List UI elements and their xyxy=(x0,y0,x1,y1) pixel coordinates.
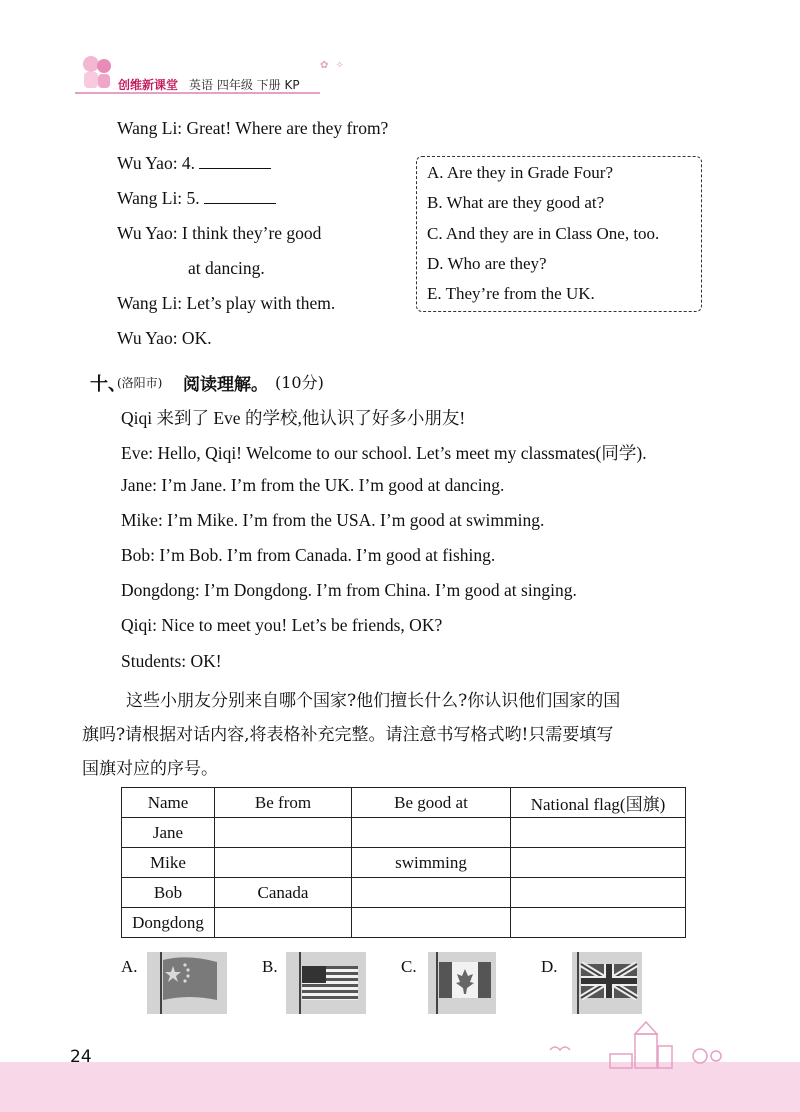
instruction-line-1: 这些小朋友分别来自哪个国家?他们擅长什么?你认识他们国家的国 xyxy=(126,691,621,711)
table-row xyxy=(122,908,686,938)
options-box xyxy=(416,156,702,312)
dialogue-line-6: Wang Li: Let’s play with them. xyxy=(117,293,336,313)
answer-blank-4[interactable] xyxy=(199,154,271,169)
usa-flag-icon xyxy=(286,952,366,1014)
flag-label-a: A. xyxy=(121,957,138,976)
header-info: 英语 四年级 下册 KP xyxy=(189,78,300,92)
table-header: Name xyxy=(122,788,215,818)
option-a: A. Are they in Grade Four? xyxy=(427,163,614,182)
flag-label-b: B. xyxy=(262,957,278,976)
story-line-2: Eve: Hello, Qiqi! Welcome to our school. Let’s meet my classmates(同学). xyxy=(121,443,647,463)
story-line-6: Dongdong: I’m Dongdong. I’m from China. I’m good at singing. xyxy=(121,580,577,600)
page-number: 24 xyxy=(70,1047,92,1067)
table-row xyxy=(122,878,686,908)
table-cell-name: Mike xyxy=(122,848,215,878)
story-line-8: Students: OK! xyxy=(121,651,222,671)
option-d: D. Who are they? xyxy=(427,254,547,273)
table-header: Be good at xyxy=(352,788,511,818)
dialogue-line-5: at dancing. xyxy=(188,258,265,278)
table-cell-value: Canada xyxy=(215,878,352,908)
table-cell-input[interactable] xyxy=(511,908,686,938)
table-cell-input[interactable] xyxy=(215,908,352,938)
header-brand: 创维新课堂 xyxy=(118,78,179,92)
header-sparkle-icon: ✿ ✧ xyxy=(320,60,346,71)
instruction-line-3: 国旗对应的序号。 xyxy=(82,759,218,779)
flag-label-d: D. xyxy=(541,957,558,976)
table-row xyxy=(122,818,686,848)
section-source: (洛阳市) xyxy=(117,376,163,390)
china-flag-icon xyxy=(147,952,227,1014)
answer-table xyxy=(121,787,686,938)
table-cell-input[interactable] xyxy=(352,818,511,848)
table-cell-input[interactable] xyxy=(511,818,686,848)
option-c: C. And they are in Class One, too. xyxy=(427,224,660,243)
table-cell-name: Bob xyxy=(122,878,215,908)
uk-flag-icon xyxy=(572,952,642,1014)
canada-flag-icon xyxy=(428,952,496,1014)
table-header: National flag(国旗) xyxy=(511,788,686,818)
table-row xyxy=(122,848,686,878)
table-header-row xyxy=(122,788,686,818)
story-line-3: Jane: I’m Jane. I’m from the UK. I’m good at dancing. xyxy=(121,475,505,495)
story-line-1: Qiqi 来到了 Eve 的学校,他认识了好多小朋友! xyxy=(121,408,466,428)
castle-decoration-icon xyxy=(540,1020,740,1070)
section-number: 十、 xyxy=(90,374,126,395)
table-cell-input[interactable] xyxy=(511,878,686,908)
flag-label-c: C. xyxy=(401,957,417,976)
table-cell-input[interactable] xyxy=(215,818,352,848)
dialogue-line-2-text: Wu Yao: 4. xyxy=(117,153,196,173)
answer-blank-5[interactable] xyxy=(204,189,276,204)
table-cell-name: Dongdong xyxy=(122,908,215,938)
story-line-4: Mike: I’m Mike. I’m from the USA. I’m good at swimming. xyxy=(121,510,545,530)
dialogue-line-4: Wu Yao: I think they’re good xyxy=(117,223,322,243)
table-cell-input[interactable] xyxy=(352,878,511,908)
dialogue-line-7: Wu Yao: OK. xyxy=(117,328,212,348)
option-e: E. They’re from the UK. xyxy=(427,284,595,303)
dialogue-line-3 xyxy=(117,188,276,209)
table-cell-input[interactable] xyxy=(352,908,511,938)
section-points: (10分) xyxy=(275,373,324,392)
table-header: Be from xyxy=(215,788,352,818)
dialogue-line-2 xyxy=(117,153,271,174)
story-line-7: Qiqi: Nice to meet you! Let’s be friends, OK? xyxy=(121,615,443,635)
header-logo-icon xyxy=(78,52,116,92)
story-line-5: Bob: I’m Bob. I’m from Canada. I’m good at fishing. xyxy=(121,545,496,565)
table-cell-value: swimming xyxy=(352,848,511,878)
option-b: B. What are they good at? xyxy=(427,193,605,212)
table-cell-name: Jane xyxy=(122,818,215,848)
dialogue-line-3-text: Wang Li: 5. xyxy=(117,188,200,208)
table-cell-input[interactable] xyxy=(215,848,352,878)
table-cell-input[interactable] xyxy=(511,848,686,878)
section-title: 阅读理解。 xyxy=(183,375,268,395)
instruction-line-2: 旗吗?请根据对话内容,将表格补充完整。请注意书写格式哟!只需要填写 xyxy=(82,725,614,745)
header-divider xyxy=(75,92,320,94)
dialogue-line-1: Wang Li: Great! Where are they from? xyxy=(117,118,389,138)
